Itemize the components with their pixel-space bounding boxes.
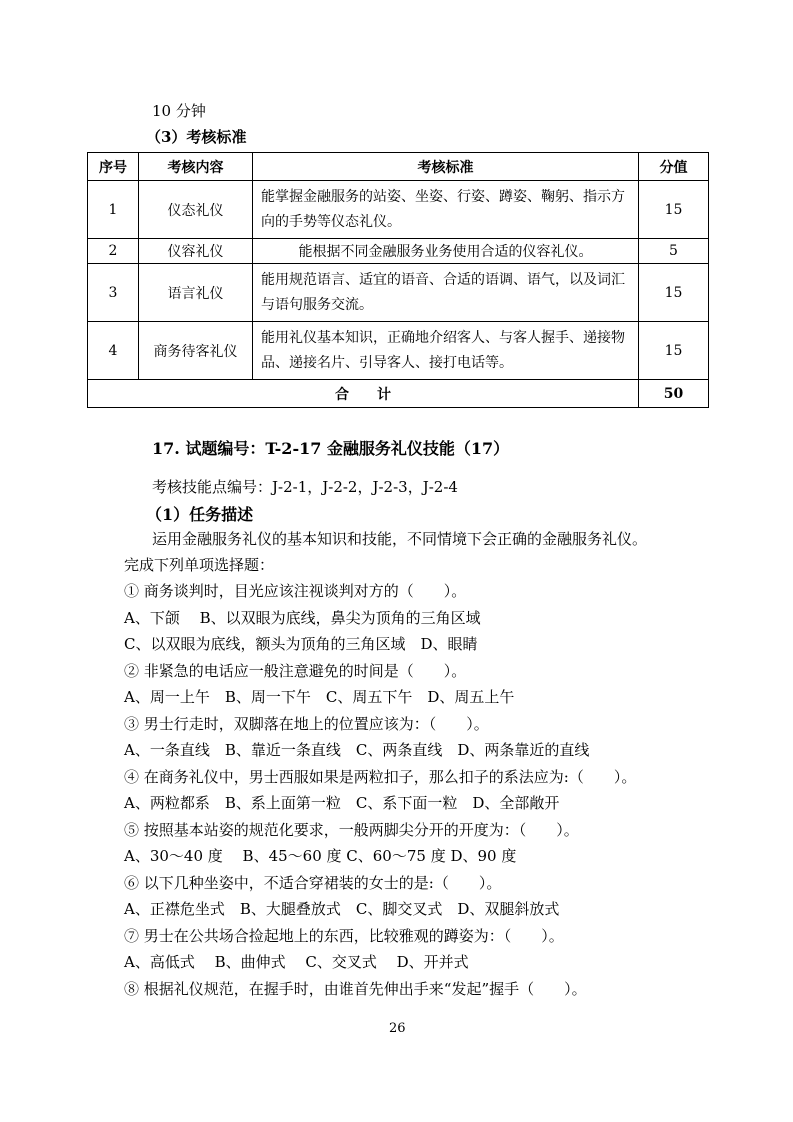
row-score: 15 <box>639 181 709 239</box>
task-instruction: 完成下列单项选择题： <box>124 556 275 574</box>
question-line: A、周一上午 B、周一下午 C、周五下午 D、周五上午 <box>124 688 515 706</box>
row-no: 1 <box>88 181 139 239</box>
duration-text: 10 分钟 <box>152 102 206 120</box>
row-content: 仪容礼仪 <box>139 239 253 264</box>
question-line: C、以双眼为底线，额头为顶角的三角区域 D、眼睛 <box>124 635 478 653</box>
row-standard: 能用规范语言、适宜的语音、合适的语调、语气，以及词汇与语句服务交流。 <box>253 264 639 322</box>
row-content: 语言礼仪 <box>139 264 253 322</box>
header-score: 分值 <box>639 153 709 181</box>
task-description: 运用金融服务礼仪的基本知识和技能，不同情境下会正确的金融服务礼仪。 <box>152 530 648 548</box>
question-line: A、两粒都系 B、系上面第一粒 C、系下面一粒 D、全部敞开 <box>124 794 560 812</box>
question-line: ⑦ 男士在公共场合捡起地上的东西，比较雅观的蹲姿为：（ ）。 <box>124 926 564 945</box>
table-row <box>88 264 709 322</box>
question-line: ⑧ 根据礼仪规范，在握手时，由谁首先伸出手来“发起”握手（ ）。 <box>124 979 587 998</box>
assessment-table <box>87 152 709 408</box>
row-score: 15 <box>639 264 709 322</box>
question-line: A、正襟危坐式 B、大腿叠放式 C、脚交叉式 D、双腿斜放式 <box>124 900 560 918</box>
table-row <box>88 181 709 239</box>
row-no: 3 <box>88 264 139 322</box>
question-line: A、30～40 度 B、45～60 度 C、60～75 度 D、90 度 <box>124 847 517 865</box>
question-line: A、一条直线 B、靠近一条直线 C、两条直线 D、两条靠近的直线 <box>124 741 590 759</box>
row-content: 商务待客礼仪 <box>139 322 253 380</box>
row-score: 5 <box>639 239 709 264</box>
table-row <box>88 239 709 264</box>
row-content: 仪态礼仪 <box>139 181 253 239</box>
question-line: ③ 男士行走时，双脚落在地上的位置应该为：（ ）。 <box>124 714 489 733</box>
question-title: 17. 试题编号：T-2-17 金融服务礼仪技能（17） <box>152 439 510 458</box>
row-standard: 能掌握金融服务的站姿、坐姿、行姿、蹲姿、鞠躬、指示方向的手势等仪态礼仪。 <box>253 181 639 239</box>
header-no: 序号 <box>88 153 139 181</box>
question-line: ④ 在商务礼仪中，男士西服如果是两粒扣子，那么扣子的系法应为:（ ）。 <box>124 767 637 786</box>
question-line: ② 非紧急的电话应一般注意避免的时间是（ ）。 <box>124 661 467 680</box>
table-row <box>88 322 709 380</box>
row-no: 2 <box>88 239 139 264</box>
page-number: 26 <box>389 1021 406 1036</box>
question-line: ⑤ 按照基本站姿的规范化要求，一般两脚尖分开的开度为：（ ）。 <box>124 820 579 839</box>
skill-points: 考核技能点编号：J-2-1，J-2-2，J-2-3，J-2-4 <box>152 478 458 496</box>
question-line: A、下颌 B、以双眼为底线，鼻尖为顶角的三角区域 <box>124 608 481 627</box>
header-standard: 考核标准 <box>253 153 639 181</box>
row-score: 15 <box>639 322 709 380</box>
row-no: 4 <box>88 322 139 380</box>
question-line: A、高低式 B、曲伸式 C、交叉式 D、开并式 <box>124 953 469 971</box>
question-line: ① 商务谈判时，目光应该注视谈判对方的（ ）。 <box>124 582 467 600</box>
section-heading: （3）考核标准 <box>146 128 247 146</box>
total-score: 50 <box>639 380 709 408</box>
table-total-row <box>88 380 709 408</box>
question-line: ⑥ 以下几种坐姿中，不适合穿裙装的女士的是:（ ）。 <box>124 873 502 892</box>
row-standard: 能根据不同金融服务业务使用合适的仪容礼仪。 <box>253 239 639 264</box>
header-content: 考核内容 <box>139 153 253 181</box>
task-heading: （1）任务描述 <box>146 505 254 524</box>
table-header-row <box>88 153 709 181</box>
total-label: 合 计 <box>88 380 639 408</box>
row-standard: 能用礼仪基本知识，正确地介绍客人、与客人握手、递接物品、递接名片、引导客人、接打电话等。 <box>253 322 639 380</box>
